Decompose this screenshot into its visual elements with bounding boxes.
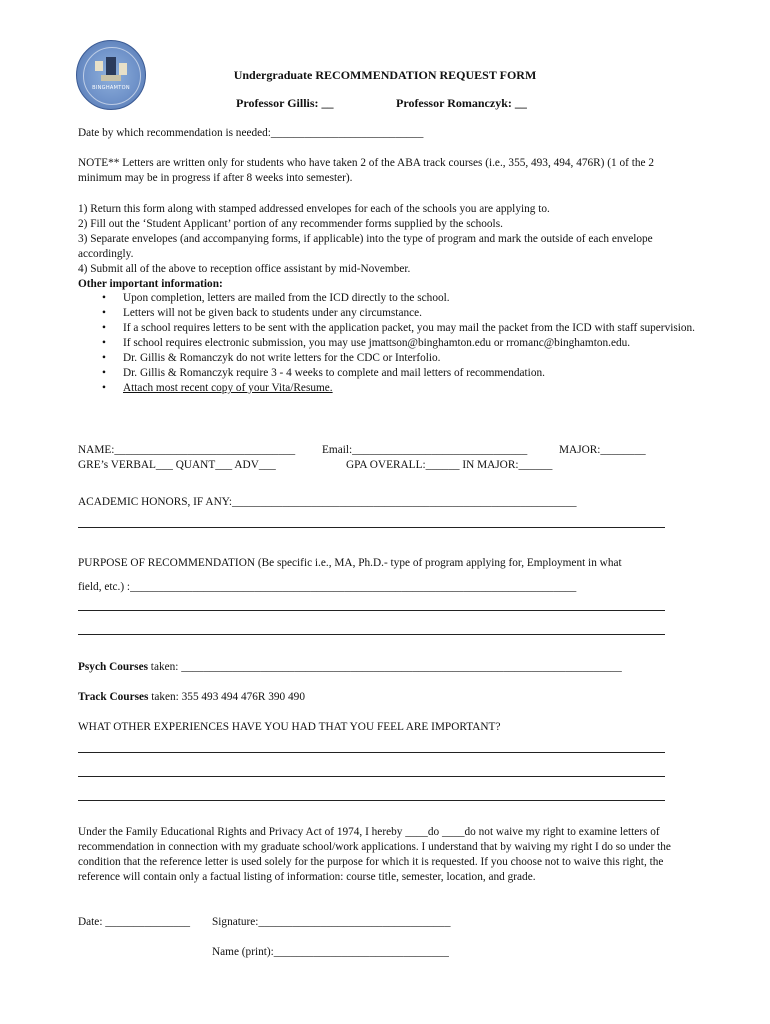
info-bullet: • Dr. Gillis & Romanczyk require 3 - 4 weeks to complete and mail letters of recommendation.: [78, 366, 698, 381]
info-bullet: • Upon completion, letters are mailed from the ICD directly to the school.: [78, 291, 698, 306]
date-signed-field[interactable]: Date: _______________: [78, 916, 191, 928]
experiences-line[interactable]: [78, 800, 665, 801]
gre-scores-field[interactable]: GRE’s VERBAL___ QUANT___ ADV___: [78, 459, 276, 471]
instruction-step: 3) Separate envelopes (and accompanying forms, if applicable) into the type of program and mark the outside of each envelope accordingly.: [78, 233, 653, 260]
experiences-line[interactable]: [78, 752, 665, 753]
track-courses-field[interactable]: Track Courses taken: 355 493 494 476R 390 490: [78, 691, 305, 703]
purpose-line[interactable]: [78, 634, 665, 635]
form-title: Undergraduate RECOMMENDATION REQUEST FORM: [233, 68, 537, 82]
instruction-step: 2) Fill out the ‘Student Applicant’ portion of any recommender forms supplied by the schools.: [78, 218, 503, 230]
important-info-list: [78, 291, 698, 396]
signature-field[interactable]: Signature:__________________________________: [212, 916, 451, 928]
ferpa-waiver-statement: Under the Family Educational Rights and Privacy Act of 1974, I hereby ____do ____do not waive my right to examine letters of recommendation in connection with my graduate school/work applications. I understand that by waiving my right I do so under the condition that the reference letter is used solely for the purpose for which it is requested. If you choose not to waive this right, the reference will contain only a factual listing of information: course title, semester, location, and grade.: [78, 826, 671, 883]
instruction-step: 4) Submit all of the above to reception office assistant by mid-November.: [78, 263, 411, 275]
psych-courses-field[interactable]: Psych Courses taken: ______________________________________________________________________________: [78, 661, 622, 673]
professor-romanczyk-field[interactable]: Professor Romanczyk: __: [396, 96, 527, 110]
gpa-field[interactable]: GPA OVERALL:______ IN MAJOR:______: [346, 459, 553, 471]
major-field[interactable]: MAJOR:________: [559, 444, 646, 456]
date-needed-field[interactable]: Date by which recommendation is needed:___________________________: [78, 127, 424, 139]
purpose-line[interactable]: [78, 610, 665, 611]
info-bullet: • Letters will not be given back to students under any circumstance.: [78, 306, 698, 321]
info-bullet: • If school requires electronic submission, you may use jmattson@binghamton.edu or rromanc@binghamton.edu.: [78, 336, 698, 351]
info-bullet: • Dr. Gillis & Romanczyk do not write letters for the CDC or Interfolio.: [78, 351, 698, 366]
instruction-step: 1) Return this form along with stamped addressed envelopes for each of the schools you are applying to.: [78, 203, 550, 215]
honors-line[interactable]: [78, 527, 665, 528]
instructions-list: [78, 202, 698, 292]
email-field[interactable]: Email:_______________________________: [322, 444, 528, 456]
name-field[interactable]: NAME:________________________________: [78, 444, 296, 456]
eligibility-note: NOTE** Letters are written only for students who have taken 2 of the ABA track courses (i.e., 355, 493, 494, 476R) (1 of the 2 minimum may be in progress if after 8 weeks into semester).: [78, 157, 655, 184]
purpose-field[interactable]: field, etc.) :_______________________________________________________________________________: [78, 581, 577, 593]
info-bullet: • Attach most recent copy of your Vita/Resume.: [78, 381, 698, 396]
printed-name-field[interactable]: Name (print):_______________________________: [212, 946, 449, 958]
other-info-heading: Other important information:: [78, 278, 223, 290]
experiences-label: WHAT OTHER EXPERIENCES HAVE YOU HAD THAT YOU FEEL ARE IMPORTANT?: [78, 721, 501, 733]
academic-honors-field[interactable]: ACADEMIC HONORS, IF ANY:_____________________________________________________________: [78, 496, 577, 508]
experiences-line[interactable]: [78, 776, 665, 777]
professor-gillis-field[interactable]: Professor Gillis: __: [236, 96, 334, 110]
logo-text: BINGHAMTON: [92, 85, 130, 91]
purpose-label: PURPOSE OF RECOMMENDATION (Be specific i.e., MA, Ph.D.- type of program applying for, Employment in what: [78, 557, 622, 569]
info-bullet: • If a school requires letters to be sent with the application packet, you may mail the packet from the ICD with staff supervision.: [78, 321, 698, 336]
